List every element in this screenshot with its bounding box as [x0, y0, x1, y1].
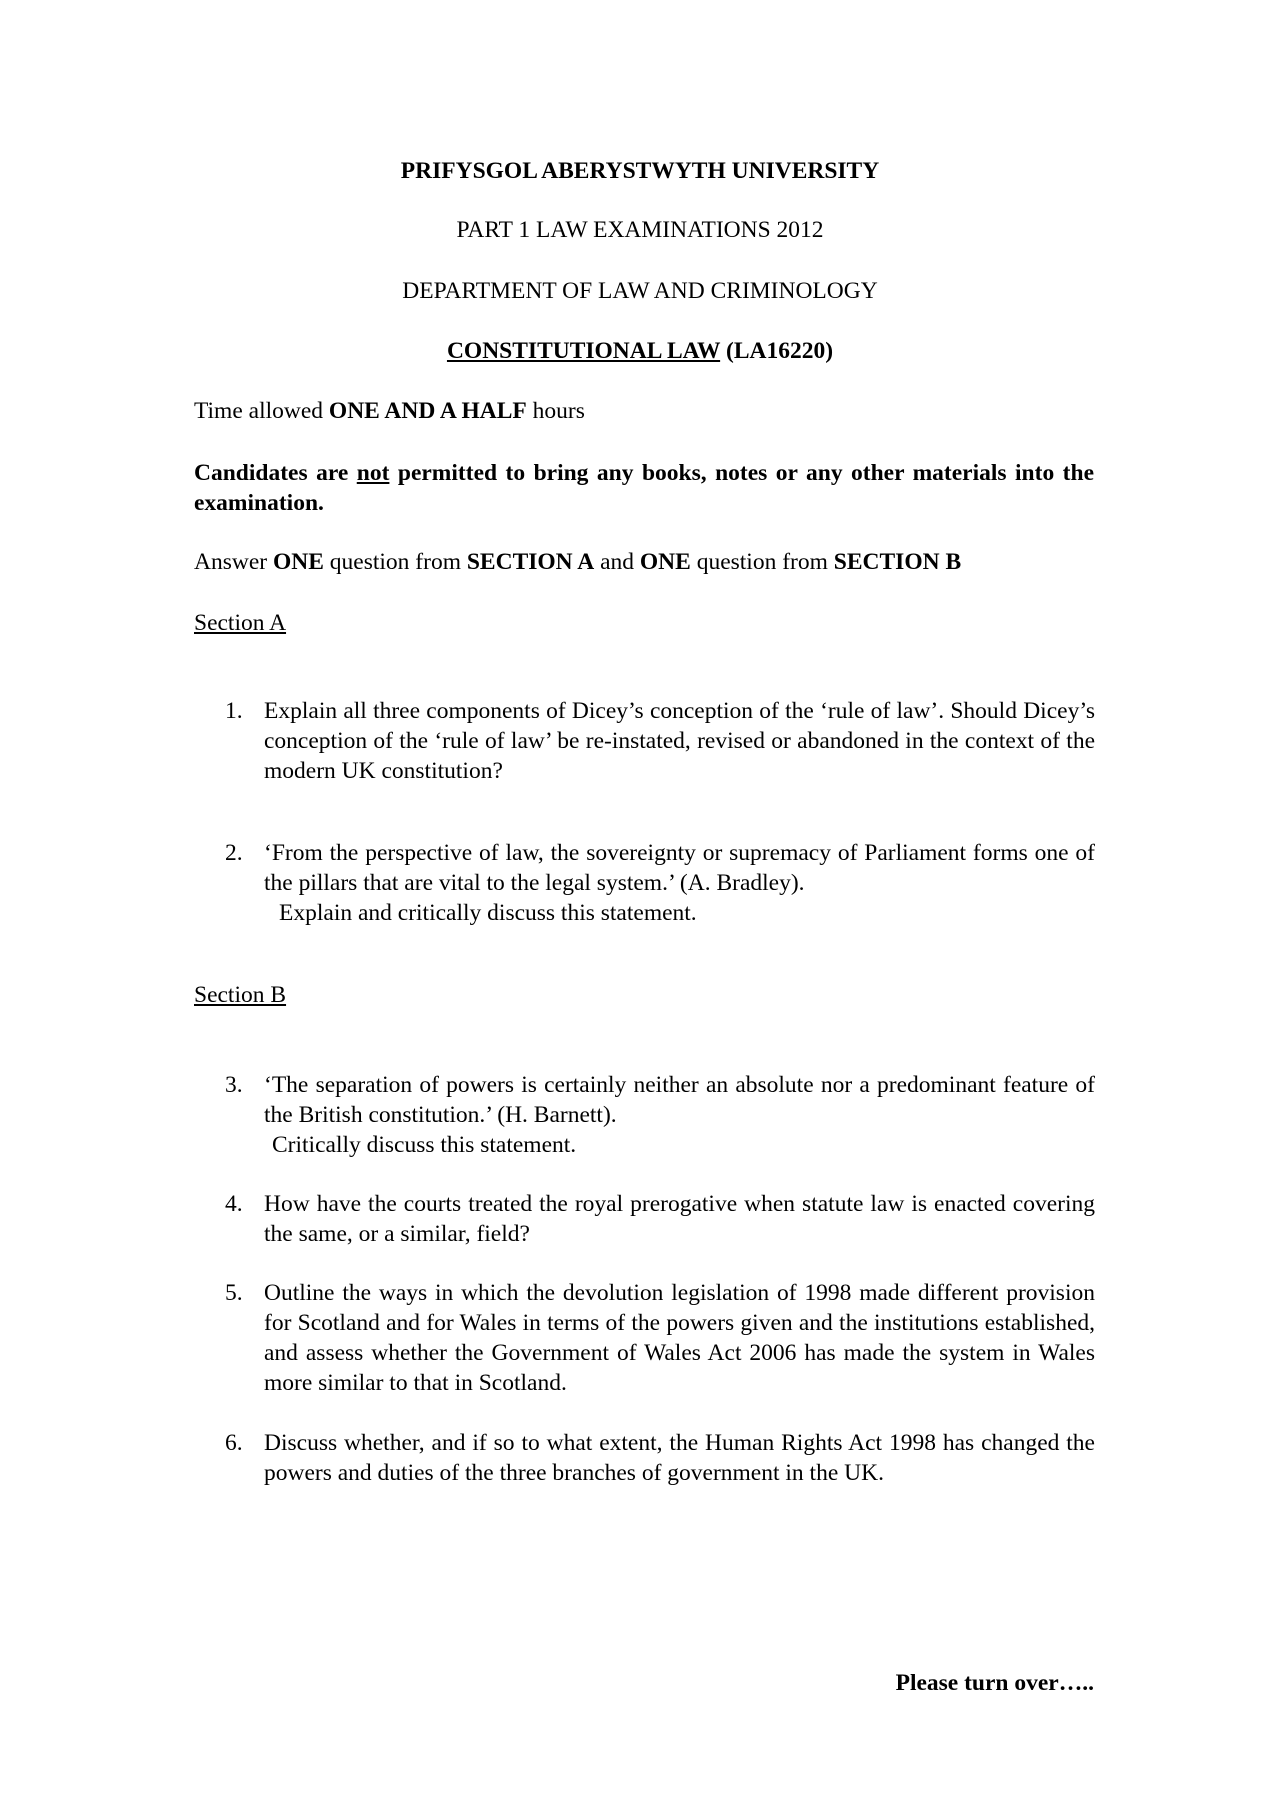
answer-text: Answer: [194, 549, 273, 575]
answer-text: and: [594, 549, 640, 575]
answer-section-a: SECTION A: [466, 549, 595, 575]
question-3: [225, 1070, 1095, 1160]
turn-over-note: Please turn over…..: [895, 1670, 1094, 1696]
materials-prefix: Candidates are: [194, 460, 357, 486]
question-text: ‘From the perspective of law, the sovereignty or supremacy of Parliament forms one of the pillars that are vital to the legal system.’ (A. Bradley).: [264, 840, 1095, 896]
time-value: ONE AND A HALF: [328, 398, 527, 424]
question-number: 1.: [225, 698, 243, 724]
answer-one-a: ONE: [272, 549, 324, 575]
time-allowed: [194, 396, 1094, 426]
question-text: Explain all three components of Dicey’s conception of the ‘rule of law’. Should Dicey’s conception of the ‘rule of law’ be re-instated, revised or abandoned in the context of the modern UK constitution?: [264, 698, 1095, 784]
module-title: [0, 336, 1280, 366]
question-text: Discuss whether, and if so to what extent, the Human Rights Act 1998 has changed the powers and duties of the three branches of government in the UK.: [264, 1430, 1095, 1486]
question-number: 4.: [225, 1191, 243, 1217]
question-extra: Explain and critically discuss this statement.: [279, 900, 697, 926]
question-6: [225, 1428, 1095, 1488]
materials-not: not: [356, 460, 390, 486]
question-text: How have the courts treated the royal prerogative when statute law is enacted covering the same, or a similar, field?: [264, 1191, 1095, 1247]
question-1: [225, 696, 1095, 786]
question-text: Outline the ways in which the devolution legislation of 1998 made different provision for Scotland and for Wales in terms of the powers given and the institutions established, and assess whether the Government of Wales Act 2006 has made the system in Wales more similar to that in Scotland.: [264, 1280, 1095, 1396]
question-5: [225, 1278, 1095, 1398]
time-suffix: hours: [526, 398, 585, 424]
answer-instructions: [194, 547, 1094, 577]
exam-title: PART 1 LAW EXAMINATIONS 2012: [456, 217, 824, 243]
section-a-heading: Section A: [194, 610, 287, 636]
answer-one-b: ONE: [639, 549, 691, 575]
question-4: [225, 1189, 1095, 1249]
question-2: [225, 838, 1095, 928]
department-title: DEPARTMENT OF LAW AND CRIMINOLOGY: [402, 278, 878, 304]
section-b-heading: Section B: [194, 982, 287, 1008]
question-number: 3.: [225, 1072, 243, 1098]
materials-notice: [194, 458, 1094, 518]
materials-suffix: permitted to bring any books, notes or any other materials into the examination.: [194, 460, 1095, 516]
module-code: (LA16220): [726, 338, 834, 364]
question-extra: Critically discuss this statement.: [272, 1132, 577, 1158]
answer-text: question from: [690, 549, 834, 575]
answer-text: question from: [323, 549, 467, 575]
question-text: ‘The separation of powers is certainly neither an absolute nor a predominant feature of the British constitution.’ (H. Barnett).: [264, 1072, 1095, 1128]
question-number: 6.: [225, 1430, 243, 1456]
time-prefix: Time allowed: [194, 398, 329, 424]
question-number: 5.: [225, 1280, 243, 1306]
university-title: PRIFYSGOL ABERYSTWYTH UNIVERSITY: [400, 158, 880, 184]
question-number: 2.: [225, 840, 243, 866]
module-name: CONSTITUTIONAL LAW: [446, 338, 721, 364]
answer-section-b: SECTION B: [833, 549, 962, 575]
